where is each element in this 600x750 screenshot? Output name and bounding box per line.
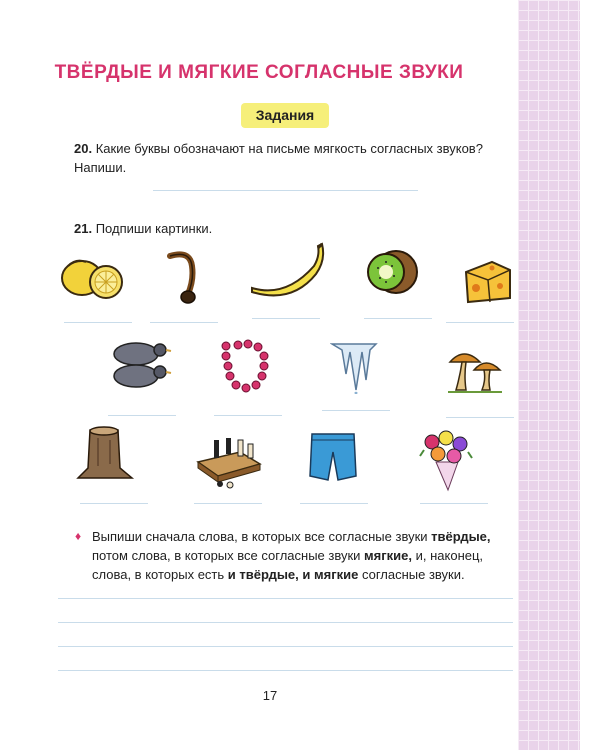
- note-part: и, наконец, слова, в которых есть: [92, 548, 484, 582]
- diamond-bullet-icon: ♦: [75, 529, 82, 543]
- answer-line[interactable]: [446, 322, 514, 323]
- answer-line[interactable]: [108, 415, 176, 416]
- answer-line[interactable]: [252, 318, 320, 319]
- bouquet-icon: [418, 428, 474, 492]
- writing-line[interactable]: [58, 622, 513, 623]
- page-number: 17: [262, 688, 278, 703]
- note-part: потом слова, в которых все согласные звуки: [92, 548, 365, 563]
- instruction-text: [92, 527, 512, 584]
- page-title: ТВЁРДЫЕ И МЯГКИЕ СОГЛАСНЫЕ ЗВУКИ: [54, 62, 464, 83]
- task-20: [74, 139, 514, 177]
- note-bold: мягкие,: [364, 548, 412, 563]
- note-part: согласные звуки.: [358, 567, 465, 582]
- answer-line[interactable]: [300, 503, 368, 504]
- banana-icon: [246, 242, 330, 300]
- task-21-number: 21.: [74, 221, 93, 236]
- answer-line[interactable]: [420, 503, 488, 504]
- answer-line[interactable]: [446, 417, 514, 418]
- task-20-text: Какие буквы обозначают на письме мягкость согласных звуков? Напиши.: [74, 141, 483, 175]
- icicle-icon: [330, 340, 378, 394]
- note-bold: твёрдые,: [431, 529, 491, 544]
- answer-line[interactable]: [214, 415, 282, 416]
- tasks-badge: Задания: [241, 103, 329, 128]
- answer-line[interactable]: [153, 190, 418, 191]
- answer-line[interactable]: [364, 318, 432, 319]
- note-part: Выпиши сначала слова, в которых все согласные звуки: [92, 529, 432, 544]
- shorts-icon: [308, 430, 358, 484]
- beads-icon: [218, 338, 274, 396]
- mushrooms-icon: [446, 346, 504, 396]
- lemon-icon: [58, 252, 128, 302]
- pigeons-icon: [106, 336, 172, 394]
- answer-line[interactable]: [80, 503, 148, 504]
- answer-line[interactable]: [150, 322, 218, 323]
- task-21: [74, 219, 514, 238]
- stump-icon: [70, 422, 142, 482]
- answer-line[interactable]: [64, 322, 132, 323]
- answer-line[interactable]: [194, 503, 262, 504]
- page-edge: [580, 0, 600, 750]
- kiwi-icon: [364, 248, 422, 296]
- task-21-text: Подпиши картинки.: [95, 221, 213, 236]
- note-bold: и твёрдые, и мягкие: [227, 567, 359, 582]
- answer-line[interactable]: [322, 410, 390, 411]
- task-20-number: 20.: [74, 141, 93, 156]
- chess-icon: [194, 428, 264, 490]
- cheese-icon: [462, 256, 514, 306]
- writing-line[interactable]: [58, 646, 513, 647]
- writing-line[interactable]: [58, 598, 513, 599]
- writing-line[interactable]: [58, 670, 513, 671]
- tail-icon: [162, 250, 212, 306]
